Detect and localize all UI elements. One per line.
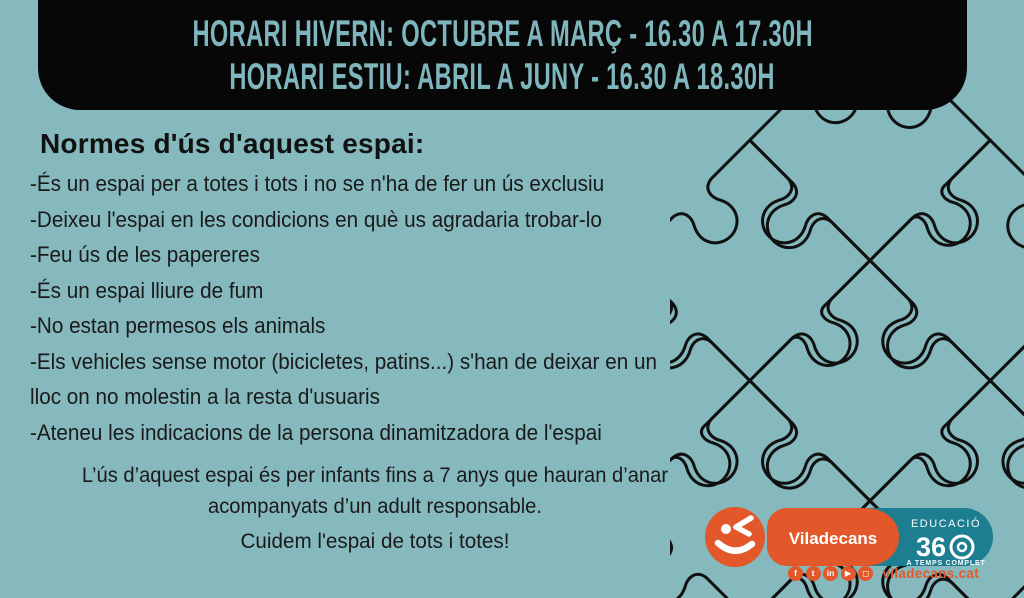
winter-schedule: HORARI HIVERN: OCTUBRE A MARÇ - 16.30 A 17.30H bbox=[192, 13, 813, 54]
summer-schedule: HORARI ESTIU: ABRIL A JUNY - 16.30 A 18.30H bbox=[229, 56, 776, 97]
youtube-icon: ▶ bbox=[841, 566, 856, 581]
badge-top-label: EDUCACIÓ bbox=[910, 518, 982, 530]
linkedin-icon: in bbox=[823, 566, 838, 581]
viladecans-pill bbox=[767, 508, 899, 566]
badge-bottom-label: A TEMPS COMPLET bbox=[906, 560, 986, 567]
rule-item: lloc on no molestin a la resta d'usuaris bbox=[30, 384, 380, 409]
badge-number: 36 bbox=[915, 532, 947, 562]
closing-message: Cuidem l'espai de tots i totes! bbox=[240, 529, 510, 553]
footer-branding bbox=[703, 503, 1003, 573]
viladecans-smiley-icon bbox=[705, 507, 765, 567]
facebook-icon: f bbox=[788, 566, 803, 581]
rule-item: -Deixeu l'espai en les condicions en què us agradaria trobar-lo bbox=[30, 206, 602, 232]
viladecans-label: Viladecans bbox=[788, 529, 878, 548]
rule-item: -És un espai lliure de fum bbox=[30, 277, 264, 303]
social-links-row bbox=[788, 565, 979, 581]
rules-section bbox=[30, 128, 720, 554]
rule-item: -Ateneu les indicacions de la persona dinamitzadora de l'espai bbox=[30, 419, 602, 445]
twitter-icon: t bbox=[806, 566, 821, 581]
instagram-icon: ◻ bbox=[858, 566, 873, 581]
page-title: Normes d'ús d'aquest espai: bbox=[40, 128, 425, 159]
rule-item: -No estan permesos els animals bbox=[30, 313, 326, 338]
age-notice: L’ús d’aquest espai és per infants fins a 7 anys que hauran d’anar acompanyats d’un adult responsable. bbox=[81, 464, 669, 518]
rule-item: -Feu ús de les papereres bbox=[30, 242, 260, 267]
schedule-banner bbox=[38, 0, 967, 110]
rule-item: -Els vehicles sense motor (bicicletes, patins...) s'han de deixar en un bbox=[30, 348, 657, 374]
website-url: viladecans.cat bbox=[882, 565, 980, 581]
rules-list bbox=[30, 166, 720, 450]
rule-item: -És un espai per a totes i tots i no se n'ha de fer un ús exclusiu bbox=[30, 171, 605, 196]
